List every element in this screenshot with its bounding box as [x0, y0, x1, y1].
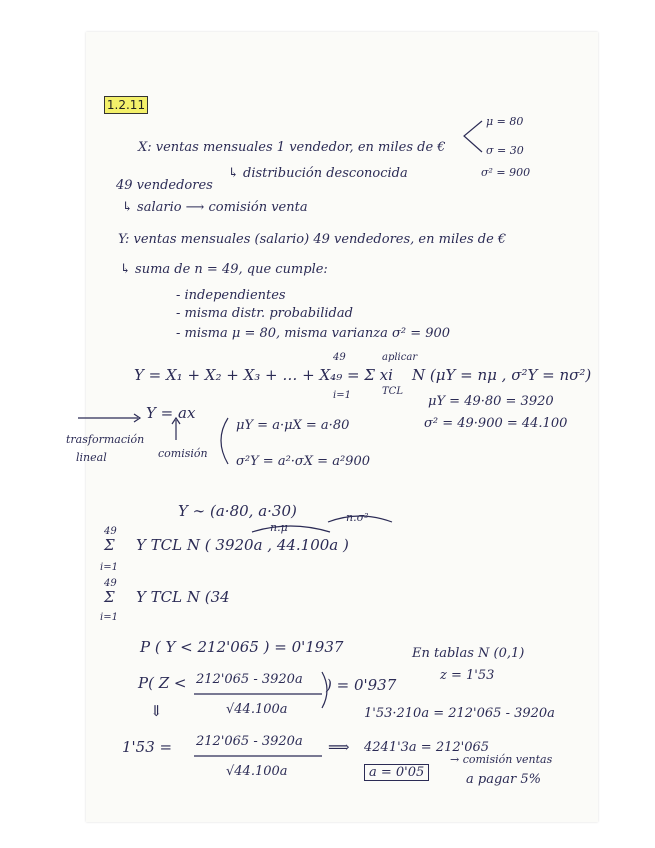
z-value: z = 1'53 [440, 668, 495, 683]
condition-same-distribution: - misma distr. probabilidad [176, 306, 353, 321]
standardized-prob-result: ) = 0'937 [326, 676, 397, 694]
sum-lower-limit-2: i=1 [100, 562, 118, 573]
n-sigma-label: n.σ² [346, 511, 369, 524]
sum-upper-limit: 49 [333, 352, 346, 363]
standardized-denominator: √44.100a [226, 702, 288, 717]
condition-same-mean-variance: - misma μ = 80, misma varianza σ² = 900 [176, 326, 451, 341]
sigma-value: σ = 30 [486, 144, 524, 157]
standardized-numerator: 212'065 - 3920a [196, 672, 303, 687]
standardized-prob-start: P( Z < [138, 674, 187, 692]
mu-value: μ = 80 [486, 115, 524, 128]
sum-upper-limit-3: 49 [104, 578, 117, 589]
equation-1: 1'53·210a = 212'065 - 3920a [364, 706, 555, 721]
transformation-label: trasformación [66, 433, 145, 446]
sum-lower-limit-3: i=1 [100, 612, 118, 623]
y-sum-expression: Y = X₁ + X₂ + X₃ + … + X₄₉ = Σ xi [134, 366, 393, 384]
mean-y-calc: μY = 49·80 = 3920 [428, 394, 554, 409]
implies-arrow: ⟹ [328, 738, 350, 756]
equation-2: 4241'3a = 212'065 [364, 740, 490, 755]
tcl-label: TCL [382, 386, 403, 397]
aplicar-note: aplicar [382, 352, 418, 363]
condition-independent: - independientes [176, 288, 286, 303]
final-denominator: √44.100a [226, 764, 288, 779]
z-equals-label: 1'53 = [122, 738, 173, 756]
variance-transform: σ²Y = a²·σX = a²900 [236, 454, 370, 469]
answer-box: a = 0'05 [364, 764, 429, 781]
final-numerator: 212'065 - 3920a [196, 734, 303, 749]
normal-approx: N (μY = nμ , σ²Y = nσ²) [412, 366, 592, 384]
sum-condition: ↳ suma de n = 49, que cumple: [120, 262, 328, 277]
variance-y-calc: σ² = 49·900 = 44.100 [424, 416, 568, 431]
sellers-count: 49 vendedores [116, 178, 213, 193]
unknown-distribution: ↳ distribución desconocida [228, 166, 408, 181]
y-equals-ax: Y = ax [146, 404, 196, 422]
y-distribution: Y ∼ (a·80, a·30) [178, 502, 297, 520]
tables-note: En tablas N (0,1) [412, 646, 525, 661]
sum-lower-limit: i=1 [333, 390, 351, 401]
commission-label: comisión [158, 447, 208, 460]
sigma-symbol-2: Σ [104, 536, 115, 554]
implies-down-arrow: ⇓ [150, 702, 163, 720]
mean-transform: μY = a·μX = a·80 [236, 418, 350, 433]
variance-value: σ² = 900 [481, 166, 531, 179]
salary-note: ↳ salario ⟶ comisión venta [122, 200, 308, 215]
linear-label: lineal [76, 451, 107, 464]
y-tcl-normal: Y TCL N ( 3920a , 44.100a ) [136, 536, 349, 554]
final-note-2: a pagar 5% [466, 772, 541, 787]
exercise-number-highlight: 1.2.11 [104, 96, 148, 114]
n-mu-label: n.μ [270, 521, 288, 534]
x-definition: X: ventas mensuales 1 vendedor, en miles de € [138, 140, 446, 155]
y-definition: Y: ventas mensuales (salario) 49 vendedores, en miles de € [118, 232, 507, 247]
sigma-symbol-3: Σ [104, 588, 115, 606]
sum-upper-limit-2: 49 [104, 526, 117, 537]
probability-statement: P ( Y < 212'065 ) = 0'1937 [140, 638, 344, 656]
final-note-1: → comisión ventas [450, 753, 553, 766]
y-tcl-normal-incomplete: Y TCL N (34 [136, 588, 230, 606]
